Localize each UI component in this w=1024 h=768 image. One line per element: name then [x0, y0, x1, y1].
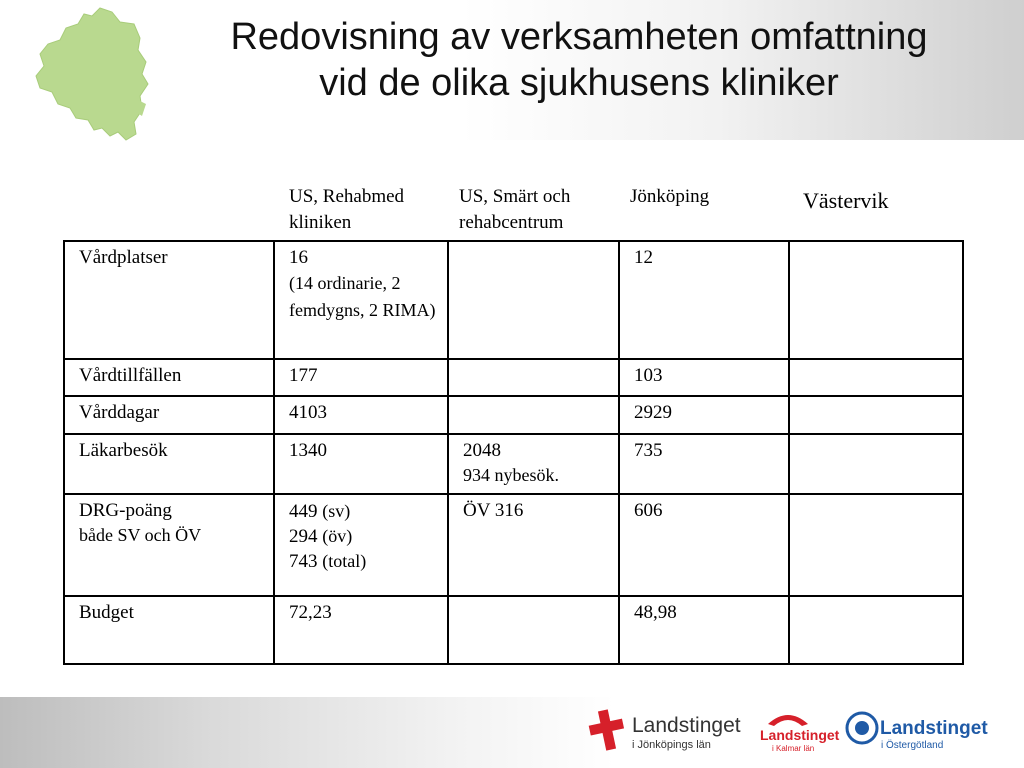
cell-drg-jonkoping: 606	[619, 494, 789, 596]
cell-vardplatser-jonkoping: 12	[619, 241, 789, 359]
svg-text:i Kalmar län: i Kalmar län	[772, 744, 815, 753]
row-label-vardplatser: Vårdplatser	[64, 241, 274, 359]
row-label-vardtillfallen: Vårdtillfällen	[64, 359, 274, 396]
jonkoping-cross-icon	[588, 707, 628, 753]
table-row-drg	[64, 494, 963, 596]
svg-text:Landstinget: Landstinget	[880, 718, 988, 739]
cell-budget-vastervik	[789, 596, 963, 664]
region-map-shape	[36, 8, 148, 140]
row-label-drg: DRG-poäng både SV och ÖV	[64, 494, 274, 596]
table-row-vardplatser	[64, 241, 963, 359]
slide-title	[150, 14, 1008, 106]
row-label-varddagar: Vårddagar	[64, 396, 274, 434]
cell-lakarbesok-jonkoping: 735	[619, 434, 789, 494]
cell-drg-us-smart: ÖV 316	[448, 494, 619, 596]
row-label-lakarbesok: Läkarbesök	[64, 434, 274, 494]
jonkoping-logo	[588, 707, 741, 753]
cell-budget-us-smart	[448, 596, 619, 664]
cell-vardplatser-us-rehab: 16 (14 ordinarie, 2 femdygns, 2 RIMA)	[274, 241, 448, 359]
cell-vardtillfallen-vastervik	[789, 359, 963, 396]
column-header-jonkoping: Jönköping	[630, 186, 710, 207]
table-row-lakarbesok	[64, 434, 963, 494]
cell-lakarbesok-us-rehab: 1340	[274, 434, 448, 494]
cell-vardplatser-vastervik	[789, 241, 963, 359]
svg-text:i Jönköpings län: i Jönköpings län	[632, 739, 711, 751]
cell-varddagar-jonkoping: 2929	[619, 396, 789, 434]
slide-title-line-2: vid de olika sjukhusens kliniker	[319, 62, 839, 104]
kalmar-logo	[760, 715, 840, 753]
cell-vardplatser-us-smart	[448, 241, 619, 359]
column-header-vastervik: Västervik	[803, 188, 889, 213]
cell-drg-vastervik	[789, 494, 963, 596]
cell-varddagar-us-smart	[448, 396, 619, 434]
cell-lakarbesok-vastervik	[789, 434, 963, 494]
cell-vardtillfallen-us-smart	[448, 359, 619, 396]
clinic-data-table	[63, 240, 964, 665]
cell-drg-us-rehab: 449 (sv) 294 (öv) 743 (total)	[274, 494, 448, 596]
table-row-vardtillfallen	[64, 359, 963, 396]
cell-vardtillfallen-jonkoping: 103	[619, 359, 789, 396]
partner-logos	[588, 704, 998, 762]
column-header-us-smart-rehab: US, Smärt och rehabcentrum	[459, 186, 571, 233]
svg-text:Landstinget: Landstinget	[760, 727, 840, 743]
svg-text:Landstinget: Landstinget	[632, 714, 741, 737]
table-row-budget	[64, 596, 963, 664]
cell-vardtillfallen-us-rehab: 177	[274, 359, 448, 396]
table-row-varddagar	[64, 396, 963, 434]
cell-varddagar-vastervik	[789, 396, 963, 434]
cell-lakarbesok-us-smart: 2048 934 nybesök.	[448, 434, 619, 494]
slide-title-line-1: Redovisning av verksamheten omfattning	[230, 16, 928, 58]
ostergotland-logo	[847, 713, 988, 751]
kalmar-crown-icon	[768, 715, 808, 726]
column-header-us-rehabmed: US, Rehabmed kliniken	[289, 186, 405, 233]
cell-budget-us-rehab: 72,23	[274, 596, 448, 664]
region-map-graphic	[30, 4, 155, 142]
cell-varddagar-us-rehab: 4103	[274, 396, 448, 434]
row-label-budget: Budget	[64, 596, 274, 664]
svg-text:i Östergötland: i Östergötland	[881, 740, 944, 751]
cell-budget-jonkoping: 48,98	[619, 596, 789, 664]
